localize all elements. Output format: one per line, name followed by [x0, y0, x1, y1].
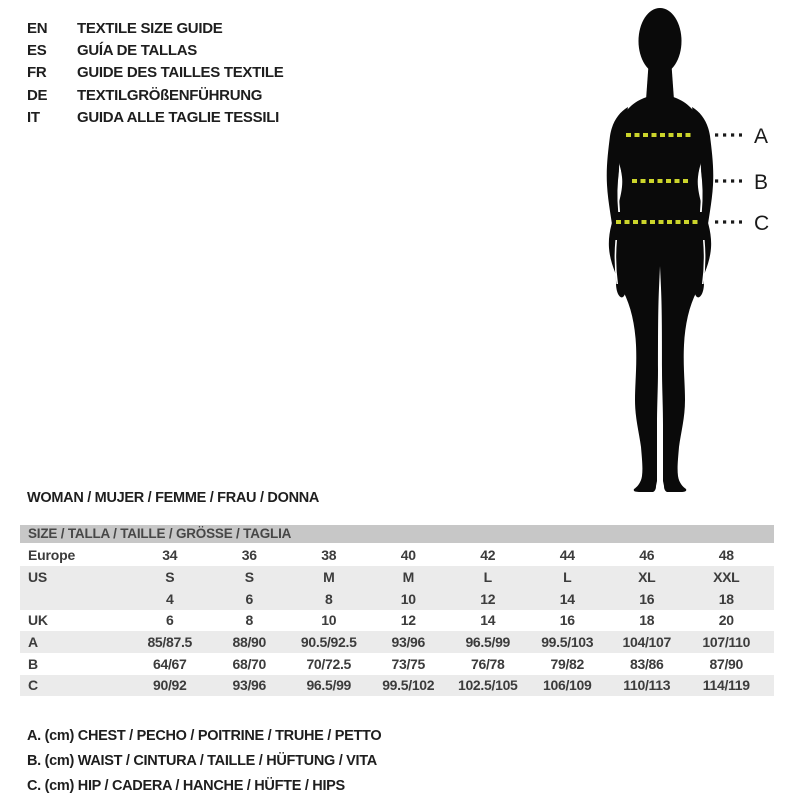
table-cell: 64/67: [152, 655, 187, 672]
table-row: [20, 545, 774, 567]
chest-marker-label: A: [754, 125, 769, 148]
table-cell: 6: [166, 612, 174, 629]
language-row: [27, 107, 283, 129]
table-cell: 87/90: [709, 655, 744, 672]
table-cell: 12: [400, 612, 416, 629]
table-cell: M: [323, 569, 335, 586]
table-row: [20, 566, 774, 588]
language-code: IT: [27, 109, 40, 127]
woman-silhouette: [607, 8, 714, 492]
table-cell: L: [563, 569, 572, 586]
figure-diagram: [590, 0, 800, 500]
table-cell: 102.5/105: [457, 677, 518, 694]
table-cell: 44: [559, 547, 575, 564]
row-label: B: [28, 655, 38, 672]
size-table-header: SIZE / TALLA / TAILLE / GRÖSSE / TAGLIA: [20, 525, 774, 543]
language-label: GUIDA ALLE TAGLIE TESSILI: [77, 109, 279, 127]
table-row: [20, 631, 774, 653]
table-cell: 107/110: [702, 634, 751, 651]
table-cell: 16: [559, 612, 575, 629]
table-cell: XL: [638, 569, 656, 586]
table-cell: 38: [321, 547, 337, 564]
table-cell: 73/75: [391, 655, 426, 672]
language-label: GUÍA DE TALLAS: [77, 42, 197, 60]
language-code: ES: [27, 42, 47, 60]
language-list: [27, 17, 283, 129]
language-row: [27, 39, 283, 61]
table-cell: 46: [639, 547, 655, 564]
table-cell: 106/109: [542, 677, 592, 694]
table-cell: 68/70: [232, 655, 267, 672]
table-cell: 76/78: [470, 655, 505, 672]
row-label: A: [28, 634, 38, 651]
table-cell: 34: [162, 547, 178, 564]
table-row: [20, 588, 774, 610]
table-cell: 99.5/103: [541, 634, 594, 651]
table-cell: 12: [480, 590, 496, 607]
language-label: GUIDE DES TAILLES TEXTILE: [77, 64, 284, 82]
row-label: C: [28, 677, 38, 694]
language-code: DE: [27, 86, 48, 104]
measurement-legend: [27, 724, 381, 798]
hip-marker-label: C: [754, 212, 770, 235]
table-cell: L: [483, 569, 492, 586]
table-cell: 85/87.5: [147, 634, 193, 651]
table-cell: 99.5/102: [382, 677, 435, 694]
table-cell: 16: [639, 590, 655, 607]
table-cell: XXL: [713, 569, 740, 586]
table-cell: 4: [166, 590, 174, 607]
table-cell: 104/107: [622, 634, 671, 651]
table-cell: S: [244, 569, 254, 586]
size-table-body: [20, 545, 774, 697]
table-cell: 42: [480, 547, 496, 564]
size-table: [20, 525, 774, 696]
table-cell: 18: [718, 590, 734, 607]
table-cell: 96.5/99: [465, 634, 511, 651]
legend-line: B. (cm) WAIST / CINTURA / TAILLE / HÜFTUNG / VITA: [27, 753, 377, 770]
table-cell: 79/82: [550, 655, 585, 672]
table-cell: 96.5/99: [306, 677, 352, 694]
table-cell: M: [402, 569, 414, 586]
table-cell: 14: [480, 612, 496, 629]
table-cell: 110/113: [623, 677, 671, 694]
table-cell: 36: [241, 547, 257, 564]
table-cell: 14: [559, 590, 575, 607]
language-row: [27, 17, 283, 39]
table-cell: 114/119: [702, 677, 750, 694]
table-cell: 8: [325, 590, 333, 607]
language-label: TEXTILGRÖßENFÜHRUNG: [77, 86, 263, 104]
table-cell: S: [165, 569, 175, 586]
waist-marker-label: B: [754, 171, 769, 194]
table-cell: 70/72.5: [306, 655, 352, 672]
row-label: US: [28, 569, 48, 586]
table-row: [20, 653, 774, 675]
language-row: [27, 62, 283, 84]
table-cell: 10: [321, 612, 337, 629]
row-label: UK: [28, 612, 48, 629]
table-cell: 20: [718, 612, 734, 629]
table-cell: 40: [400, 547, 416, 564]
table-row: [20, 675, 774, 697]
table-cell: 6: [245, 590, 253, 607]
language-code: FR: [27, 64, 47, 82]
table-cell: 90.5/92.5: [300, 634, 357, 651]
table-cell: 18: [639, 612, 655, 629]
table-cell: 8: [245, 612, 253, 629]
table-cell: 93/96: [232, 677, 267, 694]
row-label: Europe: [28, 547, 76, 564]
language-label: TEXTILE SIZE GUIDE: [77, 19, 223, 37]
table-cell: 90/92: [152, 677, 187, 694]
table-cell: 83/86: [629, 655, 664, 672]
table-cell: 93/96: [391, 634, 426, 651]
section-title: WOMAN / MUJER / FEMME / FRAU / DONNA: [27, 490, 320, 506]
table-cell: 88/90: [232, 634, 267, 651]
legend-line: A. (cm) CHEST / PECHO / POITRINE / TRUHE / PETTO: [27, 728, 382, 745]
table-cell: 48: [718, 547, 734, 564]
language-code: EN: [27, 19, 48, 37]
language-row: [27, 84, 283, 106]
table-cell: 10: [400, 590, 416, 607]
legend-line: C. (cm) HIP / CADERA / HANCHE / HÜFTE / HIPS: [27, 777, 345, 794]
table-row: [20, 610, 774, 632]
